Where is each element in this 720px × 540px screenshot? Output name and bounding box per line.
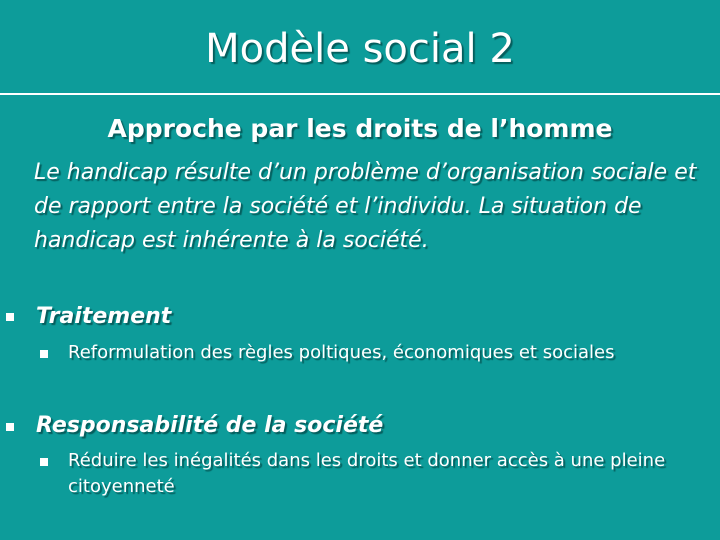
title-divider [0,93,720,95]
section-item-reformulation: Reformulation des règles poltiques, économiques et sociales [68,342,615,363]
sub-bullet-square-icon [40,350,48,358]
section-heading-traitement: Traitement [36,304,172,329]
section-item-reduire: Réduire les inégalités dans les droits et donner accès à une pleine citoyenneté [68,450,666,497]
bullet-square-icon [6,313,14,321]
bullet-square-icon [6,423,14,431]
slide-subtitle: Approche par les droits de l’homme [107,114,613,143]
slide-title: Modèle social 2 [205,26,515,72]
intro-paragraph: Le handicap résulte d’un problème d’organisation sociale et de rapport entre la société et l’individu. La situation de handicap est inhérente à la société. [34,160,697,253]
section-heading-responsabilite: Responsabilité de la société [36,413,384,438]
sub-bullet-square-icon [40,458,48,466]
